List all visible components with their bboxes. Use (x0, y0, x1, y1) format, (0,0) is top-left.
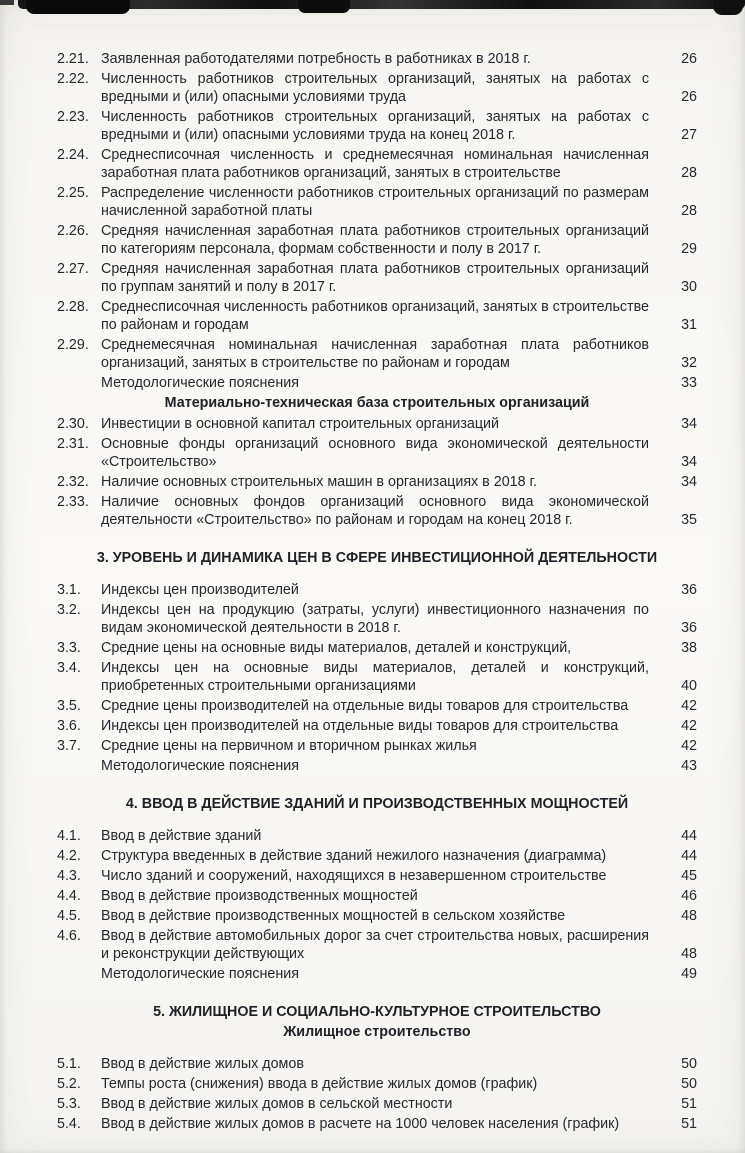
toc-entry-title: Методологические пояснения (101, 375, 299, 391)
toc-entry-title: Методологические пояснения (101, 758, 299, 774)
toc-entry-title: Среднесписочная численность и среднемесячная номинальная начисленная заработная плата работников организаций, занятых в строительстве (101, 147, 649, 181)
toc-entry-page-number: 26 (681, 51, 697, 67)
toc-entry (57, 1095, 697, 1113)
toc-entry-page-number: 46 (681, 888, 697, 904)
toc-entry-number: 4.4. (57, 888, 81, 904)
toc-entry (57, 965, 697, 983)
toc-entry (57, 1115, 697, 1133)
toc-entry (57, 298, 697, 334)
scan-artifact-blob (26, 0, 130, 14)
toc-entry-number: 2.25. (57, 185, 89, 201)
scan-artifact-blob (713, 0, 743, 15)
toc-entry-page-number: 34 (681, 474, 697, 490)
toc-entry-title: Индексы цен на продукцию (затраты, услуги) инвестиционного назначения по видам экономической деятельности в 2018 г. (101, 602, 649, 636)
toc-entry-title: Средние цены производителей на отдельные виды товаров для строительства (101, 698, 629, 714)
toc-entry (57, 887, 697, 905)
toc-entry-title: Основные фонды организаций основного вида экономической деятельности «Строительство» (101, 436, 649, 470)
toc-entry-page-number: 40 (681, 678, 697, 694)
toc-entry-page-number: 30 (681, 279, 697, 295)
toc-entry-page-number: 44 (681, 828, 697, 844)
toc-entry (57, 867, 697, 885)
toc-entry (57, 847, 697, 865)
toc-entry-title: Средняя начисленная заработная плата работников строительных организаций по категориям персонала, формам собственности и полу в 2017 г. (101, 223, 649, 257)
toc-entry-page-number: 36 (681, 582, 697, 598)
toc-entry (57, 146, 697, 182)
toc-entry-number: 3.4. (57, 660, 81, 676)
toc-entry-title: Численность работников строительных организаций, занятых на работах с вредными и (или) опасными условиями труда (101, 71, 649, 105)
toc-entry-title: Индексы цен производителей на отдельные виды товаров для строительства (101, 718, 619, 734)
toc-entry-number: 3.6. (57, 718, 81, 734)
toc-entry-page-number: 42 (681, 738, 697, 754)
toc-subheading: Жилищное строительство (283, 1024, 471, 1040)
toc-entry-number: 2.30. (57, 416, 89, 432)
table-of-contents (57, 50, 697, 1135)
toc-entry-page-number: 27 (681, 127, 697, 143)
toc-entry-title: Ввод в действие жилых домов в сельской местности (101, 1096, 453, 1112)
toc-entry-page-number: 32 (681, 355, 697, 371)
toc-entry-title: Ввод в действие производственных мощностей (101, 888, 418, 904)
toc-entry (57, 1075, 697, 1093)
toc-entry-title: Число зданий и сооружений, находящихся в незавершенном строительстве (101, 868, 607, 884)
toc-entry-title: Распределение численности работников строительных организаций по размерам начисленной заработной платы (101, 185, 649, 219)
toc-entry-title: Ввод в действие жилых домов в расчете на 1000 человек населения (график) (101, 1116, 620, 1132)
toc-entry-title: Ввод в действие производственных мощностей в сельском хозяйстве (101, 908, 566, 924)
toc-entry-title: Заявленная работодателями потребность в работниках в 2018 г. (101, 51, 531, 67)
toc-entry (57, 907, 697, 925)
toc-entry-page-number: 42 (681, 718, 697, 734)
toc-entry-page-number: 48 (681, 946, 697, 962)
toc-entry-title: Наличие основных строительных машин в организациях в 2018 г. (101, 474, 537, 490)
toc-entry-number: 4.6. (57, 928, 81, 944)
toc-entry-page-number: 35 (681, 512, 697, 528)
toc-entry-title: Средние цены на первичном и вторичном рынках жилья (101, 738, 477, 754)
toc-entry (57, 581, 697, 599)
toc-entry-page-number: 51 (681, 1116, 697, 1132)
toc-entry-page-number: 33 (681, 375, 697, 391)
toc-entry-title: Численность работников строительных организаций, занятых на работах с вредными и (или) опасными условиями труда на конец 2018 г. (101, 109, 649, 143)
toc-entry (57, 737, 697, 755)
toc-entry-title: Индексы цен на основные виды материалов, деталей и конструкций, приобретенных строительными организациями (101, 660, 649, 694)
toc-entry-number: 2.26. (57, 223, 89, 239)
toc-entry-number: 2.27. (57, 261, 89, 277)
toc-entry-title: Средние цены на основные виды материалов, деталей и конструкций, (101, 640, 572, 656)
toc-entry-title: Инвестиции в основной капитал строительных организаций (101, 416, 500, 432)
toc-entry (57, 717, 697, 735)
toc-entry-page-number: 51 (681, 1096, 697, 1112)
toc-entry (57, 260, 697, 296)
toc-section-heading: 4. ВВОД В ДЕЙСТВИЕ ЗДАНИЙ И ПРОИЗВОДСТВЕННЫХ МОЩНОСТЕЙ (125, 796, 629, 812)
toc-entry-number: 3.3. (57, 640, 81, 656)
toc-entry-number: 3.7. (57, 738, 81, 754)
toc-entry-page-number: 34 (681, 454, 697, 470)
toc-entry-title: Среднемесячная номинальная начисленная заработная плата работников организаций, занятых в строительстве по районам и городам (101, 337, 649, 371)
toc-entry-page-number: 29 (681, 241, 697, 257)
toc-entry (57, 1055, 697, 1073)
toc-entry (57, 601, 697, 637)
toc-entry (57, 659, 697, 695)
toc-entry-title: Структура введенных в действие зданий нежилого назначения (диаграмма) (101, 848, 607, 864)
toc-entry-number: 5.2. (57, 1076, 81, 1092)
toc-entry (57, 493, 697, 529)
toc-entry (57, 757, 697, 775)
scan-artifact-corner (0, 0, 14, 5)
toc-entry-title: Средняя начисленная заработная плата работников строительных организаций по группам занятий и полу в 2017 г. (101, 261, 649, 295)
toc-entry-number: 2.33. (57, 494, 89, 510)
toc-entry-number: 2.32. (57, 474, 89, 490)
toc-entry-title: Ввод в действие жилых домов (101, 1056, 304, 1072)
toc-entry-title: Методологические пояснения (101, 966, 299, 982)
toc-entry-number: 2.23. (57, 109, 89, 125)
toc-entry-page-number: 44 (681, 848, 697, 864)
toc-section-heading: Материально-техническая база строительных организаций (164, 395, 590, 411)
toc-entry-number: 2.29. (57, 337, 89, 353)
toc-entry (57, 184, 697, 220)
toc-entry (57, 639, 697, 657)
toc-entry-page-number: 49 (681, 966, 697, 982)
toc-entry-number: 5.1. (57, 1056, 81, 1072)
toc-entry-page-number: 48 (681, 908, 697, 924)
toc-entry-number: 3.5. (57, 698, 81, 714)
toc-entry (57, 336, 697, 372)
toc-entry-number: 5.3. (57, 1096, 81, 1112)
toc-entry-number: 4.2. (57, 848, 81, 864)
toc-entry-page-number: 38 (681, 640, 697, 656)
toc-entry-page-number: 43 (681, 758, 697, 774)
toc-entry (57, 697, 697, 715)
toc-entry-page-number: 26 (681, 89, 697, 105)
toc-entry-page-number: 34 (681, 416, 697, 432)
toc-entry (57, 50, 697, 68)
toc-entry-number: 3.2. (57, 602, 81, 618)
toc-entry-page-number: 28 (681, 203, 697, 219)
toc-entry-number: 4.5. (57, 908, 81, 924)
toc-entry-page-number: 31 (681, 317, 697, 333)
toc-section-heading: 3. УРОВЕНЬ И ДИНАМИКА ЦЕН В СФЕРЕ ИНВЕСТИЦИОННОЙ ДЕЯТЕЛЬНОСТИ (96, 550, 658, 566)
scan-artifact-blob (298, 0, 350, 13)
toc-entry-number: 4.3. (57, 868, 81, 884)
toc-entry (57, 473, 697, 491)
toc-entry (57, 374, 697, 392)
toc-entry (57, 415, 697, 433)
toc-entry (57, 70, 697, 106)
toc-entry-number: 2.31. (57, 436, 89, 452)
toc-entry-number: 2.24. (57, 147, 89, 163)
toc-entry-number: 2.22. (57, 71, 89, 87)
toc-entry-title: Индексы цен производителей (101, 582, 299, 598)
toc-entry-number: 4.1. (57, 828, 81, 844)
toc-entry (57, 222, 697, 258)
toc-section-heading: 5. ЖИЛИЩНОЕ И СОЦИАЛЬНО-КУЛЬТУРНОЕ СТРОИТЕЛЬСТВО (153, 1004, 601, 1020)
toc-entry-title: Наличие основных фондов организаций основного вида экономической деятельности «Строительство» по районам и городам на конец 2018 г. (101, 494, 649, 528)
toc-entry-number: 3.1. (57, 582, 81, 598)
toc-entry-title: Ввод в действие зданий (101, 828, 262, 844)
toc-entry-number: 5.4. (57, 1116, 81, 1132)
toc-entry-number: 2.21. (57, 51, 89, 67)
toc-entry (57, 108, 697, 144)
toc-entry-page-number: 50 (681, 1076, 697, 1092)
toc-entry-title: Ввод в действие автомобильных дорог за счет строительства новых, расширения и реконструкции действующих (101, 928, 649, 962)
toc-entry-page-number: 45 (681, 868, 697, 884)
toc-entry-number: 2.28. (57, 299, 89, 315)
toc-entry-page-number: 36 (681, 620, 697, 636)
toc-entry-title: Среднесписочная численность работников организаций, занятых в строительстве по районам и городам (101, 299, 649, 333)
toc-entry (57, 827, 697, 845)
toc-entry-title: Темпы роста (снижения) ввода в действие жилых домов (график) (101, 1076, 538, 1092)
toc-entry (57, 435, 697, 471)
toc-entry (57, 927, 697, 963)
toc-entry-page-number: 50 (681, 1056, 697, 1072)
toc-entry-page-number: 28 (681, 165, 697, 181)
toc-entry-page-number: 42 (681, 698, 697, 714)
